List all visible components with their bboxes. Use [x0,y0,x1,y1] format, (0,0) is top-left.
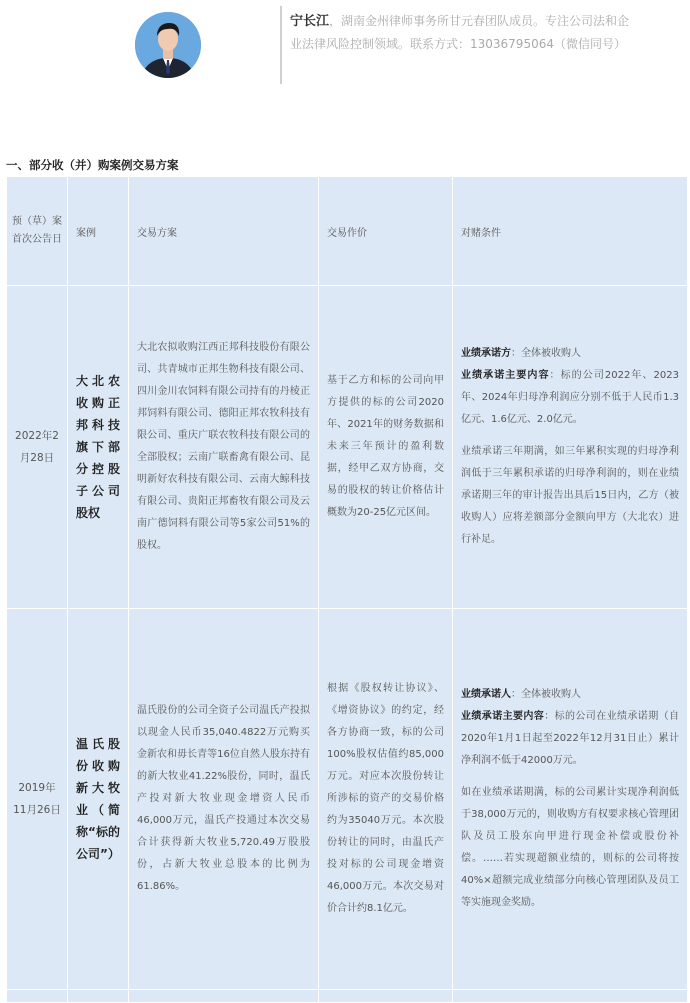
cell-empty [68,990,129,1003]
cond-text-content: ：标的公司2022年、2023年、2024年归母净利润应分别不低于人民币1.3亿元、1.6亿元、2.0亿元。 [461,370,679,425]
header-price: 交易作价 [319,177,453,286]
cell-case: 温氏股份收购新大牧业（简称“标的公司”） [68,609,129,990]
header-plan: 交易方案 [129,177,319,286]
author-description: ，湖南金州律师事务所甘元春团队成员。专注公司法和企业法律风险控制领域。联系方式：13036795064（微信同号） [290,14,630,51]
cell-empty [453,990,688,1003]
deal-table [6,176,688,1003]
cell-conditions [453,609,688,990]
table-row [7,286,688,609]
cond-text-committer: ：全体被收购人 [511,348,581,359]
header-date: 预（草）案首次公告日 [7,177,68,286]
cond-label-content: 业绩承诺主要内容 [461,370,550,381]
author-avatar [135,12,201,78]
cell-plan: 温氏股份的公司全资子公司温氏产投拟以现金人民币35,040.4822万元购买金新农和毋长青等16位自然人股东持有的新大牧业41.22%股份，同时，温氏产投对新大牧业现金增资人民币46,000万元，温氏产投通过本次交易合计获得新大牧业5,720.49万股股份，占新大牧业总股本的比例为61.86%。 [129,609,319,990]
cell-empty [129,990,319,1003]
cond-text-committer: ：全体被收购人 [511,689,581,700]
cell-plan: 大北农拟收购江西正邦科技股份有限公司、共青城市正邦生物科技有限公司、四川金川农饲料有限公司持有的丹棱正邦饲料有限公司、德阳正邦农牧科技有限公司、重庆广联农牧科技有限公司的全部股权；云南广联畜禽有限公司、昆明新好农科技有限公司、云南大鲸科技有限公司、贵阳正邦畜牧有限公司及云南广德饲料有限公司等5家公司51%的股权。 [129,286,319,609]
cell-empty [7,990,68,1003]
cond-text-content: ：标的公司在业绩承诺期（自2020年1月1日起至2022年12月31日止）累计净利润不低于42000万元。 [461,711,680,766]
bio-divider [280,6,282,84]
author-name: 宁长江 [290,14,330,29]
table-row [7,609,688,990]
cell-date: 2022年2月28日 [7,286,68,609]
cond-label-content: 业绩承诺主要内容 [461,711,545,722]
table-row [7,990,688,1003]
cond-text-compensation: 如在业绩承诺期满，标的公司累计实现净利润低于38,000万元的，则收购方有权要求核心管理团队及员工股东向甲进行现金补偿或股份补偿。……若实现超额业绩的，则标的公司将按40%×超额完成业绩部分向核心管理团队及员工等实施现金奖励。 [461,787,679,908]
cond-label-committer: 业绩承诺人 [461,689,511,700]
author-bio [290,10,635,56]
cell-case: 大北农收购正邦科技旗下部分控股子公司股权 [68,286,129,609]
cell-price: 基于乙方和标的公司向甲方提供的标的公司2020年、2021年的财务数据和未来三年预计的盈利数据，经甲乙双方协商，交易的股权的转让价格估计概数为20-25亿元区间。 [319,286,453,609]
table-header-row [7,177,688,286]
cond-text-compensation: 业绩承诺三年期满，如三年累积实现的归母净利润低于三年累积承诺的归母净利润的，则在业绩承诺期三年的审计报告出具后15日内，乙方（被收购人）应将差额部分金额向甲方（大北农）进行补足。 [461,446,679,545]
cond-label-committer: 业绩承诺方 [461,348,511,359]
header-case: 案例 [68,177,129,286]
header-conditions: 对赌条件 [453,177,688,286]
section-title: 一、部分收（并）购案例交易方案 [6,158,179,172]
cell-date: 2019年11月26日 [7,609,68,990]
cell-price: 根据《股权转让协议》、《增资协议》的约定，经各方协商一致，标的公司100%股权估值约85,000万元。对应本次股份转让所涉标的资产的交易价格约为35040万元。本次股份转让的同时，由温氏产投对标的公司现金增资46,000万元。本次交易对价合计约8.1亿元。 [319,609,453,990]
author-header [0,0,690,150]
cell-empty [319,990,453,1003]
cell-conditions [453,286,688,609]
